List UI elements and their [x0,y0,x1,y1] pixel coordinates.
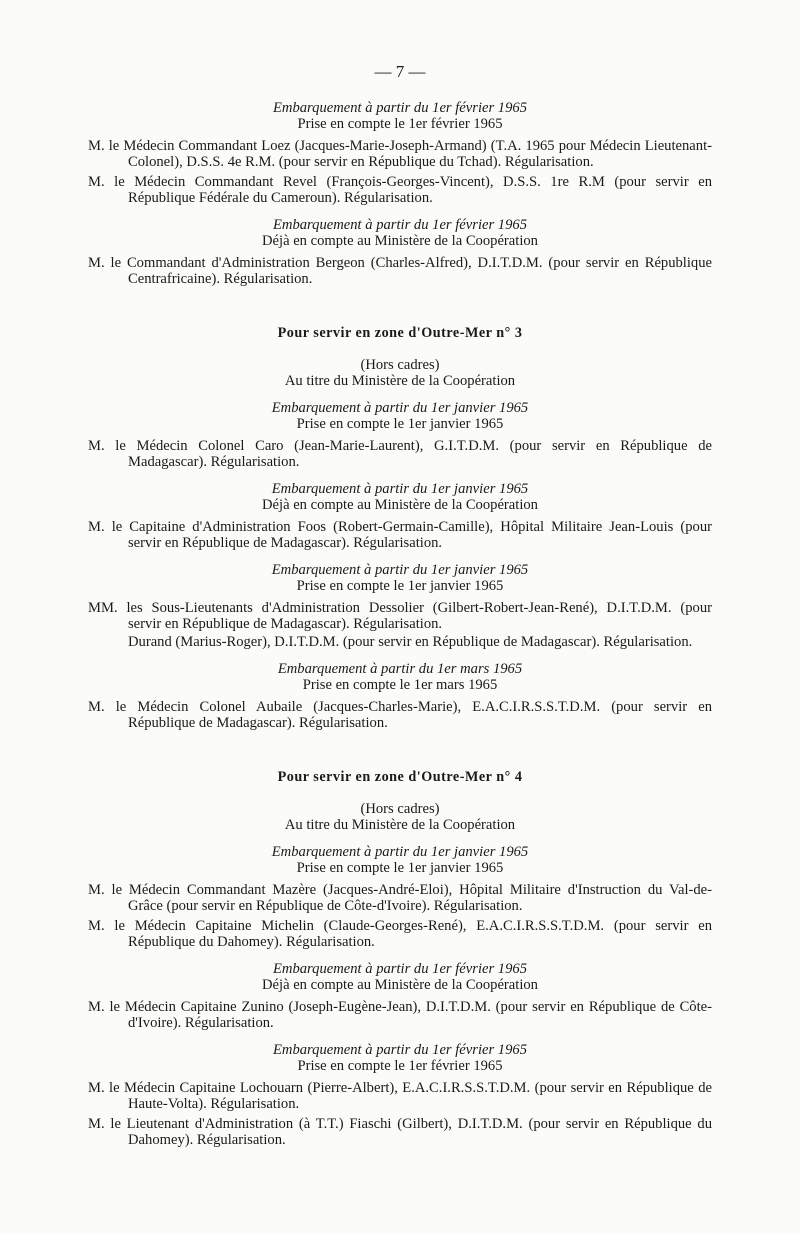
accounting-note: Prise en compte le 1er février 1965 [297,1058,503,1074]
officer-entry: M. le Médecin Commandant Revel (François-Georges-Vincent), D.S.S. 1re R.M (pour servir en République Fédérale du Cameroun). Régularisation. [88,174,712,206]
embarkation-date: Embarquement à partir du 1er février 1965 [272,961,527,977]
officer-entry: M. le Médecin Colonel Caro (Jean-Marie-Laurent), G.I.T.D.M. (pour servir en République de Madagascar). Régularisation. [88,438,712,470]
embarkation-date: Embarquement à partir du 1er février 1965 [272,100,527,116]
accounting-note: Prise en compte le 1er mars 1965 [302,677,498,693]
accounting-note: Déjà en compte au Ministère de la Coopération [262,233,538,249]
officer-entry: M. le Médecin Commandant Loez (Jacques-Marie-Joseph-Armand) (T.A. 1965 pour Médecin Lieutenant-Colonel), D.S.S. 4e R.M. (pour servir en République du Tchad). Régularisation. [88,138,712,170]
section-ministry: Au titre du Ministère de la Coopération [284,373,516,389]
officer-entry: M. le Commandant d'Administration Bergeon (Charles-Alfred), D.I.T.D.M. (pour servir en République Centrafricaine). Régularisation. [88,255,712,287]
embarkation-block [88,1042,712,1074]
officer-entry: M. le Médecin Capitaine Lochouarn (Pierre-Albert), E.A.C.I.R.S.S.T.D.M. (pour servir en République de Haute-Volta). Régularisation. [88,1080,712,1112]
officer-entry: M. le Médecin Commandant Mazère (Jacques-André-Eloi), Hôpital Militaire d'Instruction du Val-de-Grâce (pour servir en République de Côte-d'Ivoire). Régularisation. [88,882,712,914]
embarkation-block [88,661,712,693]
embarkation-block [88,217,712,249]
embarkation-date: Embarquement à partir du 1er février 1965 [272,1042,527,1058]
section-heading-zone-4 [88,769,712,833]
embarkation-block [88,844,712,876]
section-heading-zone-3 [88,325,712,389]
embarkation-block [88,562,712,594]
officer-entry: MM. les Sous-Lieutenants d'Administration Dessolier (Gilbert-Robert-Jean-René), D.I.T.D.M. (pour servir en République de Madagascar). Régularisation. [88,600,712,632]
section-ministry: Au titre du Ministère de la Coopération [284,817,516,833]
embarkation-block [88,481,712,513]
embarkation-date: Embarquement à partir du 1er février 1965 [272,217,527,233]
accounting-note: Prise en compte le 1er janvier 1965 [296,416,504,432]
officer-entry: M. le Médecin Colonel Aubaile (Jacques-Charles-Marie), E.A.C.I.R.S.S.T.D.M. (pour servir en République de Madagascar). Régularisation. [88,699,712,731]
accounting-note: Déjà en compte au Ministère de la Coopération [262,497,538,513]
section-subtitle: (Hors cadres) [360,357,440,373]
officer-entry: M. le Capitaine d'Administration Foos (Robert-Germain-Camille), Hôpital Militaire Jean-Louis (pour servir en République de Madagascar). Régularisation. [88,519,712,551]
accounting-note: Prise en compte le 1er janvier 1965 [296,578,504,594]
section-subtitle: (Hors cadres) [360,801,440,817]
officer-entry: M. le Lieutenant d'Administration (à T.T.) Fiaschi (Gilbert), D.I.T.D.M. (pour servir en République du Dahomey). Régularisation. [88,1116,712,1148]
page-number: — 7 — [374,62,426,81]
officer-entry-continuation: Durand (Marius-Roger), D.I.T.D.M. (pour servir en République de Madagascar). Régularisation. [128,634,693,650]
embarkation-block [88,100,712,132]
embarkation-date: Embarquement à partir du 1er janvier 1965 [271,481,529,497]
embarkation-date: Embarquement à partir du 1er janvier 1965 [271,562,529,578]
accounting-note: Prise en compte le 1er février 1965 [297,116,503,132]
section-title: Pour servir en zone d'Outre-Mer n° 4 [277,769,523,785]
document-body [88,100,712,1148]
officer-entry: M. le Médecin Capitaine Michelin (Claude-Georges-René), E.A.C.I.R.S.S.T.D.M. (pour servir en République du Dahomey). Régularisation. [88,918,712,950]
embarkation-date: Embarquement à partir du 1er janvier 1965 [271,844,529,860]
section-title: Pour servir en zone d'Outre-Mer n° 3 [277,325,523,341]
accounting-note: Déjà en compte au Ministère de la Coopération [262,977,538,993]
embarkation-date: Embarquement à partir du 1er mars 1965 [277,661,523,677]
accounting-note: Prise en compte le 1er janvier 1965 [296,860,504,876]
embarkation-block [88,961,712,993]
officer-entry: M. le Médecin Capitaine Zunino (Joseph-Eugène-Jean), D.I.T.D.M. (pour servir en République de Côte-d'Ivoire). Régularisation. [88,999,712,1031]
embarkation-block [88,400,712,432]
embarkation-date: Embarquement à partir du 1er janvier 1965 [271,400,529,416]
